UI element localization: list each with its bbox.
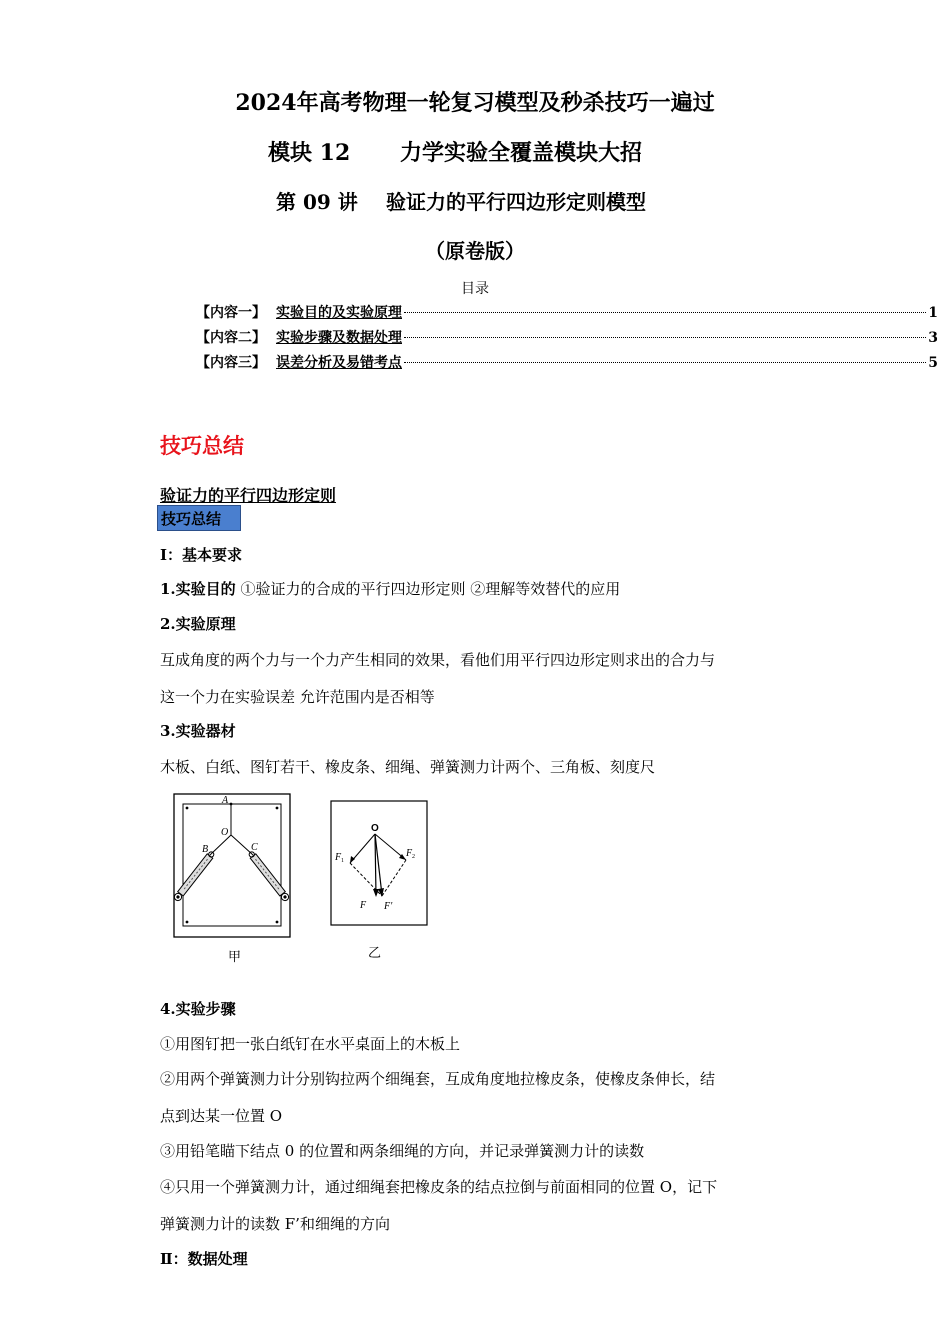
toc-item-label: 【内容一】 <box>196 305 266 321</box>
toc-leader <box>404 312 926 313</box>
toc-item-page: 3 <box>928 330 938 346</box>
step-3: ③用铅笔瞄下结点 0 的位置和两条细绳的方向，并记录弹簧测力计的读数 <box>160 1142 645 1160</box>
figure-caption-jia: 甲 <box>228 950 242 965</box>
module-title: 力学实验全覆盖模块大招 <box>400 140 643 166</box>
point-b-label: B <box>202 844 209 855</box>
force-f1-subscript: 1 <box>341 858 344 864</box>
edition-label: （原卷版） <box>425 239 525 263</box>
force-f2-subscript: 2 <box>412 854 415 860</box>
figure-caption-yi: 乙 <box>368 946 382 961</box>
step-4-line-2: 弹簧测力计的读数 F’和细绳的方向 <box>160 1215 390 1233</box>
data-processing-heading: Ⅱ：数据处理 <box>160 1250 248 1268</box>
lecture-title: 验证力的平行四边形定则模型 <box>386 190 646 214</box>
force-f-label: F <box>360 900 367 911</box>
principle-label: 2.实验原理 <box>160 615 236 633</box>
aim-text: ①验证力的合成的平行四边形定则 ②理解等效替代的应用 <box>240 580 621 598</box>
step-2-line-1: ②用两个弹簧测力计分别钩拉两个细绳套，互成角度地拉橡皮条，使橡皮条伸长，结 <box>160 1070 716 1088</box>
toc-item-title[interactable]: 实验步骤及数据处理 <box>276 330 402 346</box>
toc-item-title[interactable]: 误差分析及易错考点 <box>276 355 402 371</box>
toc-item-2[interactable] <box>196 327 938 347</box>
point-a-label: A <box>222 795 229 806</box>
step-2-line-2: 点到达某一位置 O <box>160 1107 283 1125</box>
step-1: ①用图钉把一张白纸钉在水平桌面上的木板上 <box>160 1035 461 1053</box>
principle-line-1: 互成角度的两个力与一个力产生相同的效果，看他们用平行四边形定则求出的合力与 <box>160 651 716 669</box>
aim-label: 1.实验目的 <box>160 580 236 598</box>
toc-item-page: 1 <box>928 305 938 321</box>
section-heading: 技巧总结 <box>160 433 244 458</box>
toc-item-1[interactable] <box>196 302 938 322</box>
toc-item-label: 【内容二】 <box>196 330 266 346</box>
toc-item-page: 5 <box>928 355 938 371</box>
equipment-label: 3.实验器材 <box>160 722 236 740</box>
force-f2-label: F <box>406 848 413 859</box>
toc-heading: 目录 <box>461 281 489 297</box>
toc-leader <box>404 362 926 363</box>
basic-requirements-heading: Ⅰ：基本要求 <box>160 546 243 564</box>
force-fprime-label: F' <box>384 901 393 912</box>
principle-line-2: 这一个力在实验误差 允许范围内是否相等 <box>160 688 435 706</box>
figure-force-diagram <box>328 798 432 928</box>
section-subheading: 验证力的平行四边形定则 <box>160 486 337 505</box>
force-f1-label: F <box>335 852 342 863</box>
point-o-label: O <box>221 827 229 838</box>
steps-label: 4.实验步骤 <box>160 1000 236 1018</box>
module-label: 模块 12 <box>268 140 351 166</box>
point-c-label: C <box>251 842 258 853</box>
toc-item-3[interactable] <box>196 352 938 372</box>
aim-paragraph <box>160 578 620 599</box>
figure-apparatus <box>158 790 298 960</box>
origin-o-label: O <box>371 823 379 834</box>
summary-box-label: 技巧总结 <box>157 505 241 531</box>
page-title: 2024年高考物理一轮复习模型及秒杀技巧一遍过 <box>235 90 715 116</box>
equipment-text: 木板、白纸、图钉若干、橡皮条、细绳、弹簧测力计两个、三角板、刻度尺 <box>160 758 656 776</box>
step-4-line-1: ④只用一个弹簧测力计，通过细绳套把橡皮条的结点拉倒与前面相同的位置 O，记下 <box>160 1178 718 1196</box>
toc-item-label: 【内容三】 <box>196 355 266 371</box>
lecture-label: 第 09 讲 <box>276 190 358 214</box>
toc-item-title[interactable]: 实验目的及实验原理 <box>276 305 402 321</box>
toc-leader <box>404 337 926 338</box>
